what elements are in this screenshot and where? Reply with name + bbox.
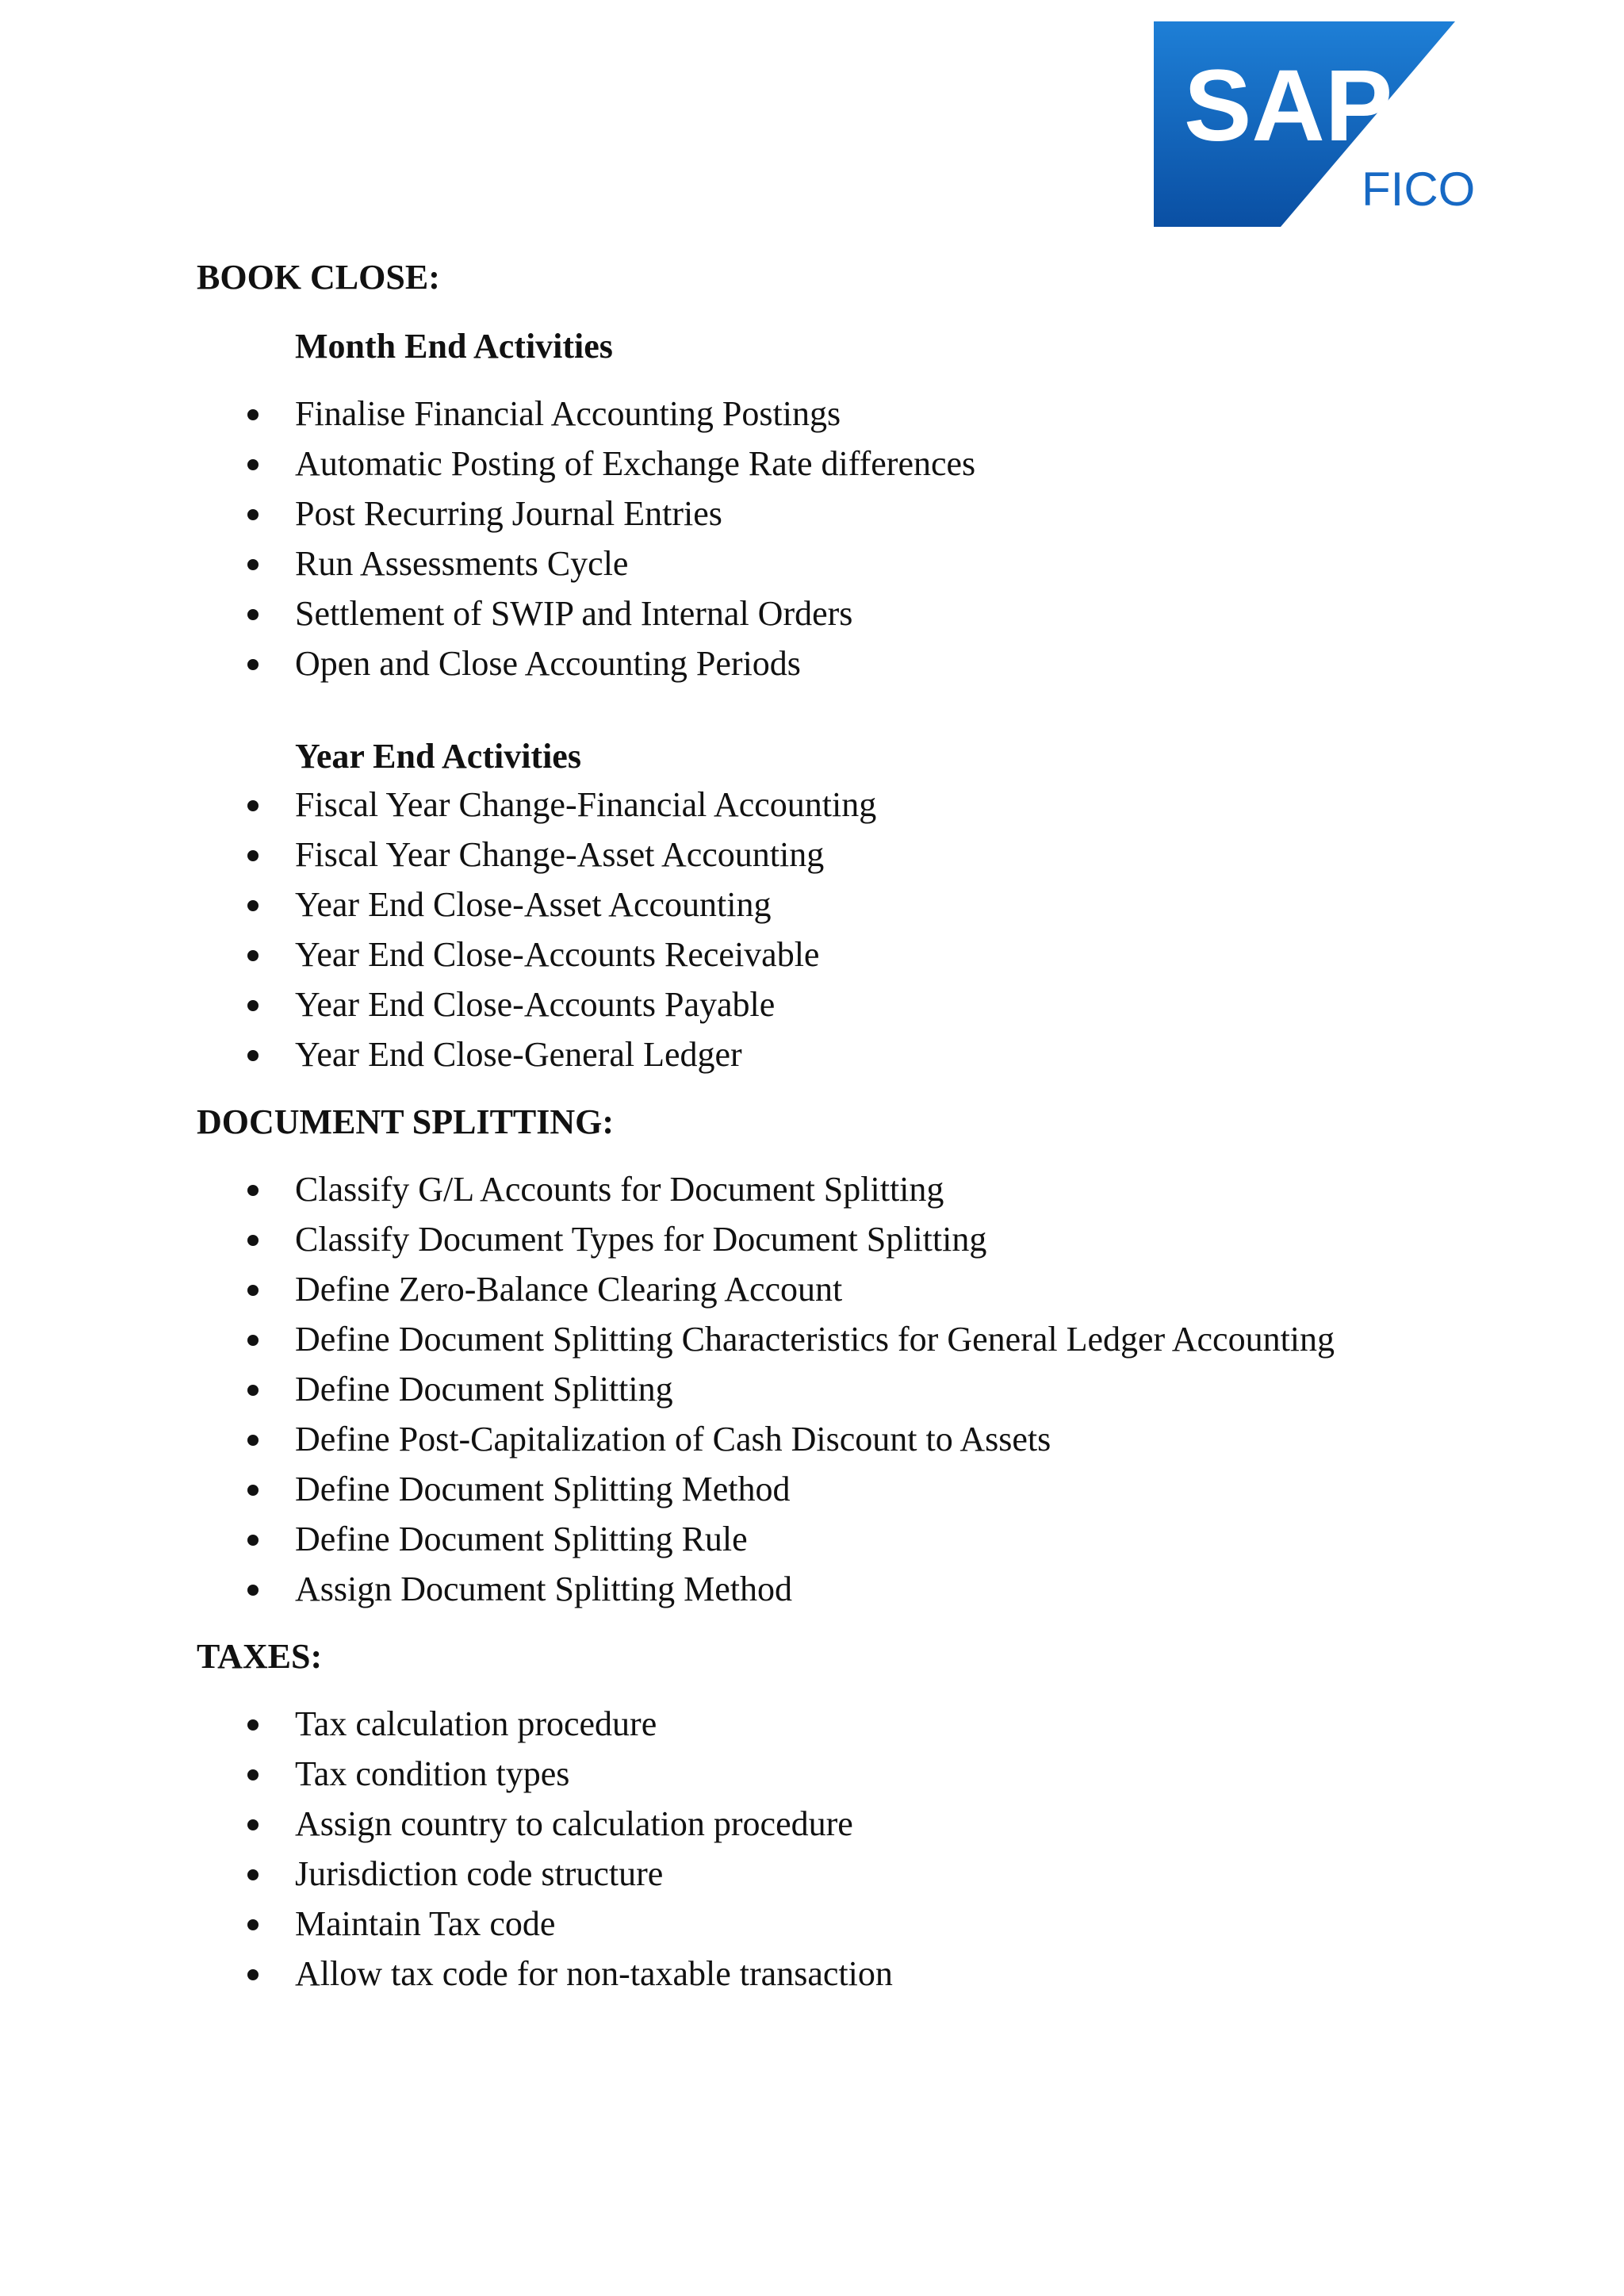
list-item: Post Recurring Journal Entries: [197, 490, 1445, 537]
list-item: Allow tax code for non-taxable transaction: [197, 1950, 1445, 1997]
bullet-icon: [247, 1435, 259, 1446]
taxes-list: [197, 1700, 1505, 1997]
bullet-icon: [247, 1585, 259, 1596]
subheading-month-end: Month End Activities: [295, 327, 613, 366]
list-item: Run Assessments Cycle: [197, 540, 1445, 587]
bullet-icon: [247, 1385, 259, 1396]
bullet-icon: [247, 1969, 259, 1980]
bullet-icon: [247, 509, 259, 520]
list-item: Classify G/L Accounts for Document Splitting: [197, 1166, 1445, 1213]
logo-brand-text: SAP: [1184, 49, 1393, 163]
subheading-year-end: Year End Activities: [295, 737, 581, 776]
bullet-icon: [247, 1869, 259, 1880]
bullet-icon: [247, 850, 259, 861]
list-item: Year End Close-Accounts Payable: [197, 981, 1445, 1028]
list-item: Year End Close-Asset Accounting: [197, 881, 1445, 928]
list-item: Define Document Splitting Method: [197, 1466, 1445, 1512]
year-end-list: [197, 781, 1505, 1078]
bullet-icon: [247, 1335, 259, 1346]
logo-product-text: FICO: [1362, 163, 1476, 216]
list-item: Fiscal Year Change-Financial Accounting: [197, 781, 1445, 828]
bullet-icon: [247, 950, 259, 961]
bullet-icon: [247, 1185, 259, 1196]
section-heading-book-close: BOOK CLOSE:: [197, 258, 440, 297]
list-item: Define Post-Capitalization of Cash Discount to Assets: [197, 1416, 1445, 1462]
bullet-icon: [247, 609, 259, 620]
bullet-icon: [247, 659, 259, 670]
document-splitting-list: [197, 1166, 1505, 1612]
section-heading-document-splitting: DOCUMENT SPLITTING:: [197, 1102, 615, 1141]
list-item: Jurisdiction code structure: [197, 1850, 1445, 1897]
list-item: Define Document Splitting: [197, 1366, 1445, 1412]
bullet-icon: [247, 1719, 259, 1731]
bullet-icon: [247, 1050, 259, 1061]
bullet-icon: [247, 409, 259, 420]
bullet-icon: [247, 1919, 259, 1930]
list-item: Fiscal Year Change-Asset Accounting: [197, 831, 1445, 878]
section-document-splitting: [197, 1097, 1505, 1612]
list-item: Assign Document Splitting Method: [197, 1566, 1445, 1612]
sap-logo-graphic: [1154, 21, 1495, 227]
list-item: Define Zero-Balance Clearing Account: [197, 1266, 1445, 1313]
bullet-icon: [247, 800, 259, 811]
list-item: Finalise Financial Accounting Postings: [197, 390, 1445, 437]
document-content: [197, 252, 1505, 2000]
bullet-icon: [247, 1769, 259, 1780]
bullet-icon: [247, 559, 259, 570]
list-item: Settlement of SWIP and Internal Orders: [197, 590, 1445, 637]
bullet-icon: [247, 1000, 259, 1011]
section-heading-taxes: TAXES:: [197, 1637, 323, 1676]
month-end-list: [197, 390, 1505, 687]
list-item: Define Document Splitting Rule: [197, 1516, 1445, 1562]
bullet-icon: [247, 1235, 259, 1246]
list-item: Open and Close Accounting Periods: [197, 640, 1445, 687]
bullet-icon: [247, 1535, 259, 1546]
bullet-icon: [247, 459, 259, 470]
list-item: Tax calculation procedure: [197, 1700, 1445, 1747]
list-item: Tax condition types: [197, 1750, 1445, 1797]
list-item: Classify Document Types for Document Splitting: [197, 1216, 1445, 1263]
list-item: Automatic Posting of Exchange Rate differences: [197, 440, 1445, 487]
bullet-icon: [247, 1285, 259, 1296]
section-taxes: [197, 1631, 1505, 1997]
section-book-close: [197, 252, 1505, 1078]
list-item: Define Document Splitting Characteristics for General Ledger Accounting: [197, 1316, 1445, 1363]
bullet-icon: [247, 1485, 259, 1496]
list-item: Assign country to calculation procedure: [197, 1800, 1445, 1847]
bullet-icon: [247, 1819, 259, 1830]
list-item: Year End Close-Accounts Receivable: [197, 931, 1445, 978]
list-item: Year End Close-General Ledger: [197, 1031, 1445, 1078]
list-item: Maintain Tax code: [197, 1900, 1445, 1947]
sap-fico-logo: [1154, 21, 1495, 227]
bullet-icon: [247, 900, 259, 911]
